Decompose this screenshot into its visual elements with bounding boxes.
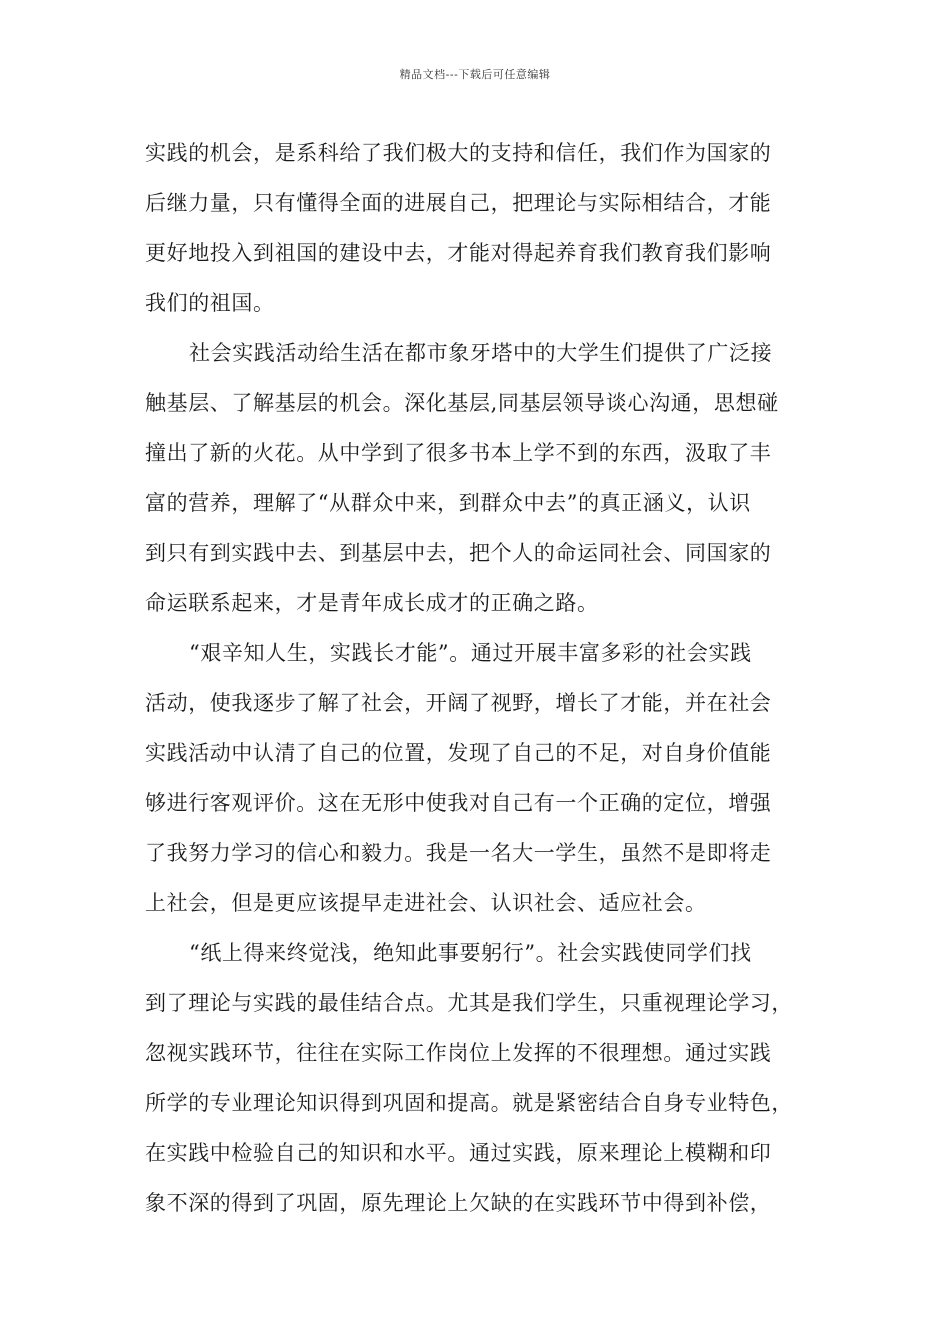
- text-line: 实践的机会，是系科给了我们极大的支持和信任，我们作为国家的: [145, 141, 772, 165]
- text-line: 象不深的得到了巩固，原先理论上欠缺的在实践环节中得到补偿，: [145, 1191, 772, 1215]
- text-line: 我们的祖国。: [145, 291, 275, 315]
- text-line: “艰辛知人生，实践长才能”。通过开展丰富多彩的社会实践: [189, 641, 752, 665]
- text-line: “纸上得来终觉浅，绝知此事要躬行”。社会实践使同学们找: [189, 941, 752, 965]
- text-line: 上社会，但是更应该提早走进社会、认识社会、适应社会。: [145, 891, 707, 915]
- text-line: 活动，使我逐步了解了社会，开阔了视野，增长了才能，并在社会: [145, 691, 772, 715]
- text-line: 社会实践活动给生活在都市象牙塔中的大学生们提供了广泛接: [189, 341, 773, 365]
- paragraph-1: [145, 128, 815, 328]
- text-line: 实践活动中认清了自己的位置，发现了自己的不足，对自身价值能: [145, 741, 772, 765]
- text-line: 后继力量，只有懂得全面的进展自己，把理论与实际相结合，才能: [145, 191, 772, 215]
- text-line: 触基层、了解基层的机会。深化基层,同基层领导谈心沟通，思想碰: [145, 391, 779, 415]
- text-line: 更好地投入到祖国的建设中去，才能对得起养育我们教育我们影响: [145, 241, 772, 265]
- text-line: 在实践中检验自己的知识和水平。通过实践，原来理论上模糊和印: [145, 1141, 772, 1165]
- text-line: 到只有到实践中去、到基层中去，把个人的命运同社会、同国家的: [145, 541, 772, 565]
- text-line: 富的营养，理解了“从群众中来，到群众中去”的真正涵义，认识: [145, 491, 751, 515]
- paragraph-2: [145, 328, 815, 628]
- page-header: 精品文档---下载后可任意编辑: [399, 68, 551, 81]
- text-line: 命运联系起来，才是青年成长成才的正确之路。: [145, 591, 599, 615]
- paragraph-4: [145, 928, 815, 1228]
- text-line: 了我努力学习的信心和毅力。我是一名大一学生，虽然不是即将走: [145, 841, 772, 865]
- text-line: 所学的专业理论知识得到巩固和提高。就是紧密结合自身专业特色，: [145, 1091, 793, 1115]
- text-line: 忽视实践环节，往往在实际工作岗位上发挥的不很理想。通过实践: [145, 1041, 772, 1065]
- paragraph-3: [145, 628, 815, 928]
- text-line: 到了理论与实践的最佳结合点。尤其是我们学生，只重视理论学习，: [145, 991, 793, 1015]
- text-line: 够进行客观评价。这在无形中使我对自己有一个正确的定位，增强: [145, 791, 772, 815]
- document-body: [145, 128, 815, 1228]
- text-line: 撞出了新的火花。从中学到了很多书本上学不到的东西，汲取了丰: [145, 441, 772, 465]
